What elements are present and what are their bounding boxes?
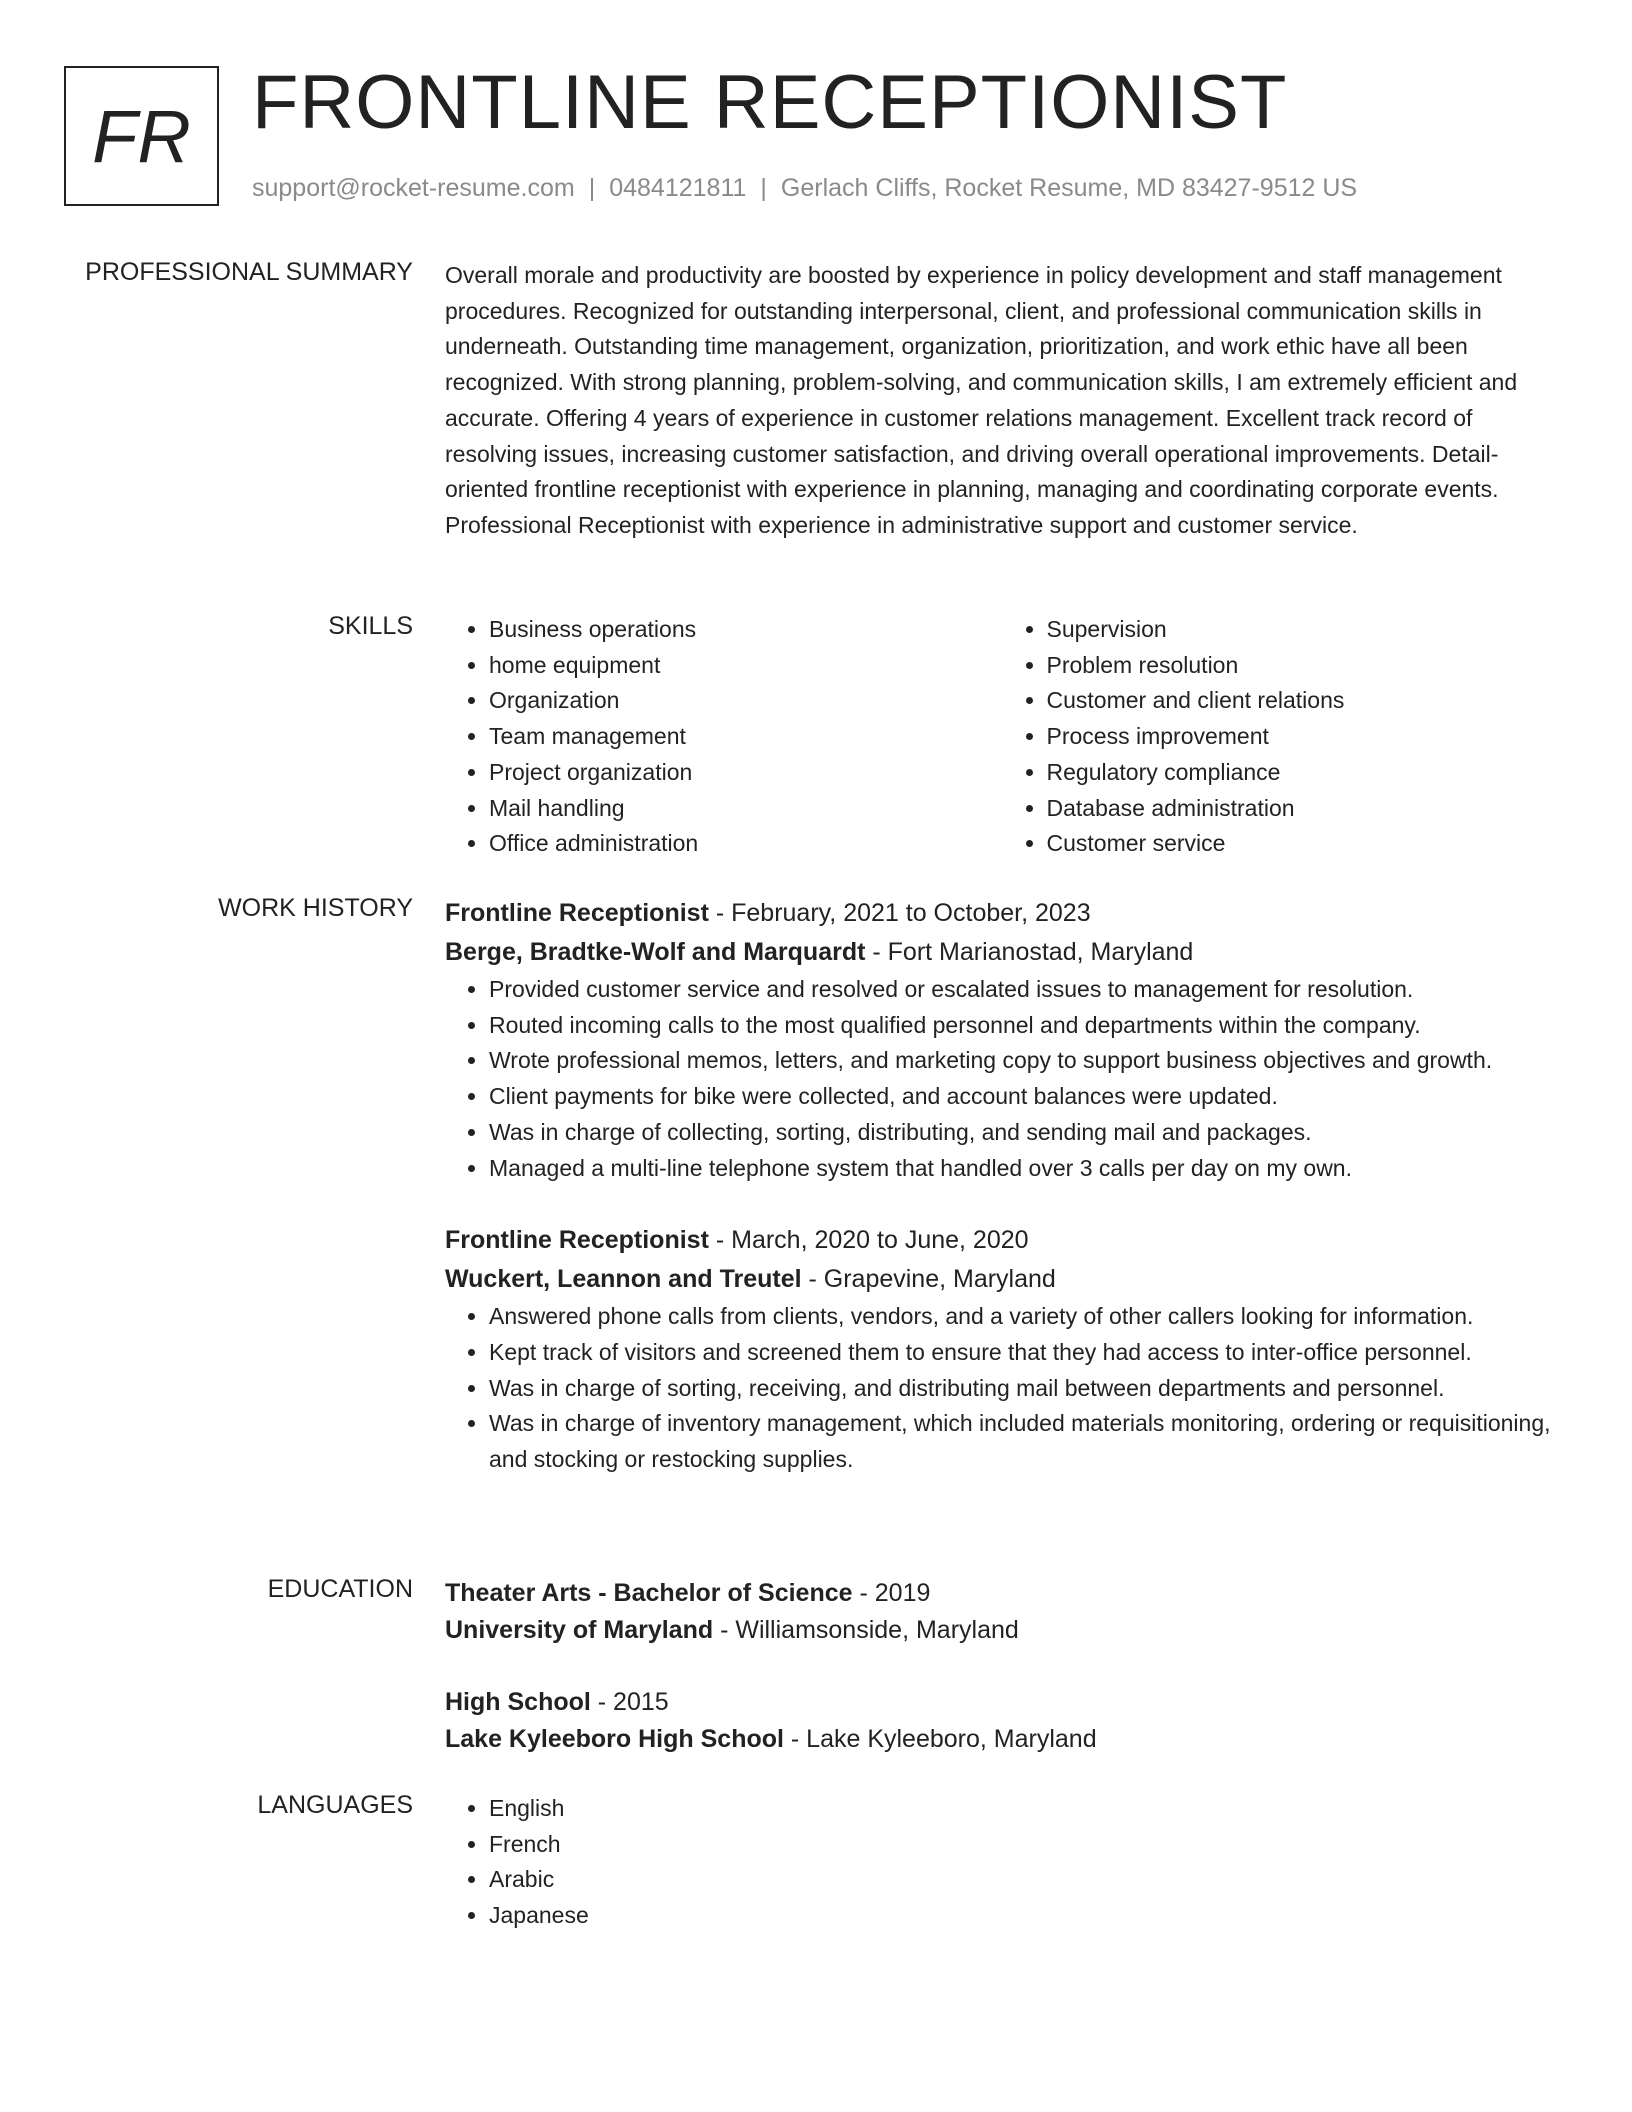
language-item: • English (489, 1791, 1560, 1827)
job-bullet: • Wrote professional memos, letters, and marketing copy to support business objectives and growth. (489, 1043, 1560, 1079)
education-content (445, 1575, 1560, 1758)
language-item: • Japanese (489, 1898, 1560, 1934)
job-company: Berge, Bradtke-Wolf and Marquardt (445, 938, 866, 966)
job-location: - Grapevine, Maryland (801, 1265, 1056, 1294)
job-dates: - March, 2020 to June, 2020 (708, 1226, 1029, 1255)
job-bullet: • Routed incoming calls to the most qualified personnel and departments within the company. (489, 1008, 1560, 1044)
phone[interactable]: 0484121811 (609, 174, 747, 202)
monogram: FR (64, 66, 219, 206)
email[interactable]: support@rocket-resume.com (252, 174, 575, 202)
education-degree-line (445, 1684, 1560, 1721)
job-bullet: • Was in charge of sorting, receiving, and distributing mail between departments and personnel. (489, 1371, 1560, 1407)
job-bullet: • Client payments for bike were collected, and account balances were updated. (489, 1079, 1560, 1115)
skill-item: • Database administration (1047, 791, 1561, 827)
skill-item: • Problem resolution (1047, 648, 1561, 684)
job-title-line (445, 1221, 1560, 1260)
skill-item: • Business operations (489, 612, 1003, 648)
skill-item: • Regulatory compliance (1047, 755, 1561, 791)
job-bullet: • Was in charge of collecting, sorting, distributing, and sending mail and packages. (489, 1115, 1560, 1151)
section-label-education: EDUCATION (267, 1575, 413, 1603)
education-location: - Lake Kyleeboro, Maryland (783, 1725, 1097, 1753)
job-title: Frontline Receptionist (445, 1226, 709, 1255)
job-dates: - February, 2021 to October, 2023 (708, 899, 1091, 927)
contact-separator: | (588, 174, 596, 202)
education-degree: High School (445, 1688, 591, 1716)
job-bullets (445, 972, 1560, 1186)
languages-list (445, 1791, 1560, 1934)
skill-item: • Mail handling (489, 791, 1003, 827)
skill-item: • Customer and client relations (1047, 683, 1561, 719)
job-bullet: • Provided customer service and resolved or escalated issues to management for resolution. (489, 972, 1560, 1008)
skill-item: • Office administration (489, 826, 1003, 862)
job-location: - Fort Marianostad, Maryland (865, 938, 1194, 966)
summary-text: Overall morale and productivity are boosted by experience in policy development and staff management procedures. Recognized for outstanding interpersonal, client, and professional communication skills in underneath. Outstanding time management, organization, prioritization, and work ethic have all been recognized. With strong planning, problem-solving, and communication skills, I am extremely efficient and accurate. Offering 4 years of experience in customer relations management. Excellent track record of resolving issues, increasing customer satisfaction, and driving overall operational improvements. Detail-oriented frontline receptionist with experience in planning, managing and coordinating corporate events. Professional Receptionist with experience in administrative support and customer service. (445, 262, 1518, 538)
job-bullet: • Managed a multi-line telephone system that handled over 3 calls per day on my own. (489, 1151, 1560, 1187)
languages-content (445, 1791, 1560, 1934)
job-company: Wuckert, Leannon and Treutel (445, 1265, 802, 1294)
job-bullet: • Kept track of visitors and screened them to ensure that they had access to inter-office personnel. (489, 1335, 1560, 1371)
contact-separator: | (760, 174, 767, 202)
section-label-languages: LANGUAGES (257, 1791, 413, 1819)
candidate-name: FRONTLINE RECEPTIONIST (252, 60, 1288, 145)
job-bullets (445, 1299, 1560, 1478)
job-entry (445, 1221, 1560, 1478)
skills-grid (445, 612, 1560, 862)
summary-content (445, 258, 1560, 544)
education-degree-line (445, 1575, 1560, 1612)
skills-list-right (1003, 612, 1561, 862)
job-company-line (445, 1260, 1560, 1299)
education-entry (445, 1575, 1560, 1649)
skill-item: • Project organization (489, 755, 1003, 791)
section-label-summary: PROFESSIONAL SUMMARY (85, 258, 413, 286)
job-bullet: • Answered phone calls from clients, vendors, and a variety of other callers looking for information. (489, 1299, 1560, 1335)
education-school: University of Maryland (445, 1616, 714, 1644)
skills-list-left (445, 612, 1003, 862)
language-item: • French (489, 1827, 1560, 1863)
education-year: - 2019 (852, 1579, 931, 1607)
education-entry (445, 1684, 1560, 1758)
skill-item: • Team management (489, 719, 1003, 755)
skill-item: • Organization (489, 683, 1003, 719)
job-entry (445, 894, 1560, 1186)
skill-item: • Supervision (1047, 612, 1561, 648)
job-title-line (445, 894, 1560, 933)
education-school-line (445, 1612, 1560, 1649)
contact-line (252, 174, 1357, 203)
skill-item: • home equipment (489, 648, 1003, 684)
skill-item: • Customer service (1047, 826, 1561, 862)
education-school-line (445, 1721, 1560, 1758)
education-location: - Williamsonside, Maryland (713, 1616, 1019, 1644)
education-school: Lake Kyleeboro High School (445, 1725, 784, 1753)
language-item: • Arabic (489, 1862, 1560, 1898)
section-label-work: WORK HISTORY (218, 894, 413, 922)
skills-content (445, 612, 1560, 862)
job-company-line (445, 933, 1560, 972)
work-content (445, 894, 1560, 1478)
skill-item: • Process improvement (1047, 719, 1561, 755)
job-title: Frontline Receptionist (445, 899, 709, 927)
education-degree: Theater Arts - Bachelor of Science (445, 1579, 853, 1607)
education-year: - 2015 (590, 1688, 669, 1716)
section-label-skills: SKILLS (328, 612, 413, 640)
job-bullet: • Was in charge of inventory management, which included materials monitoring, ordering or requisitioning, and stocking or restocking supplies. (489, 1406, 1560, 1477)
address: Gerlach Cliffs, Rocket Resume, MD 83427-9512 US (780, 174, 1358, 202)
